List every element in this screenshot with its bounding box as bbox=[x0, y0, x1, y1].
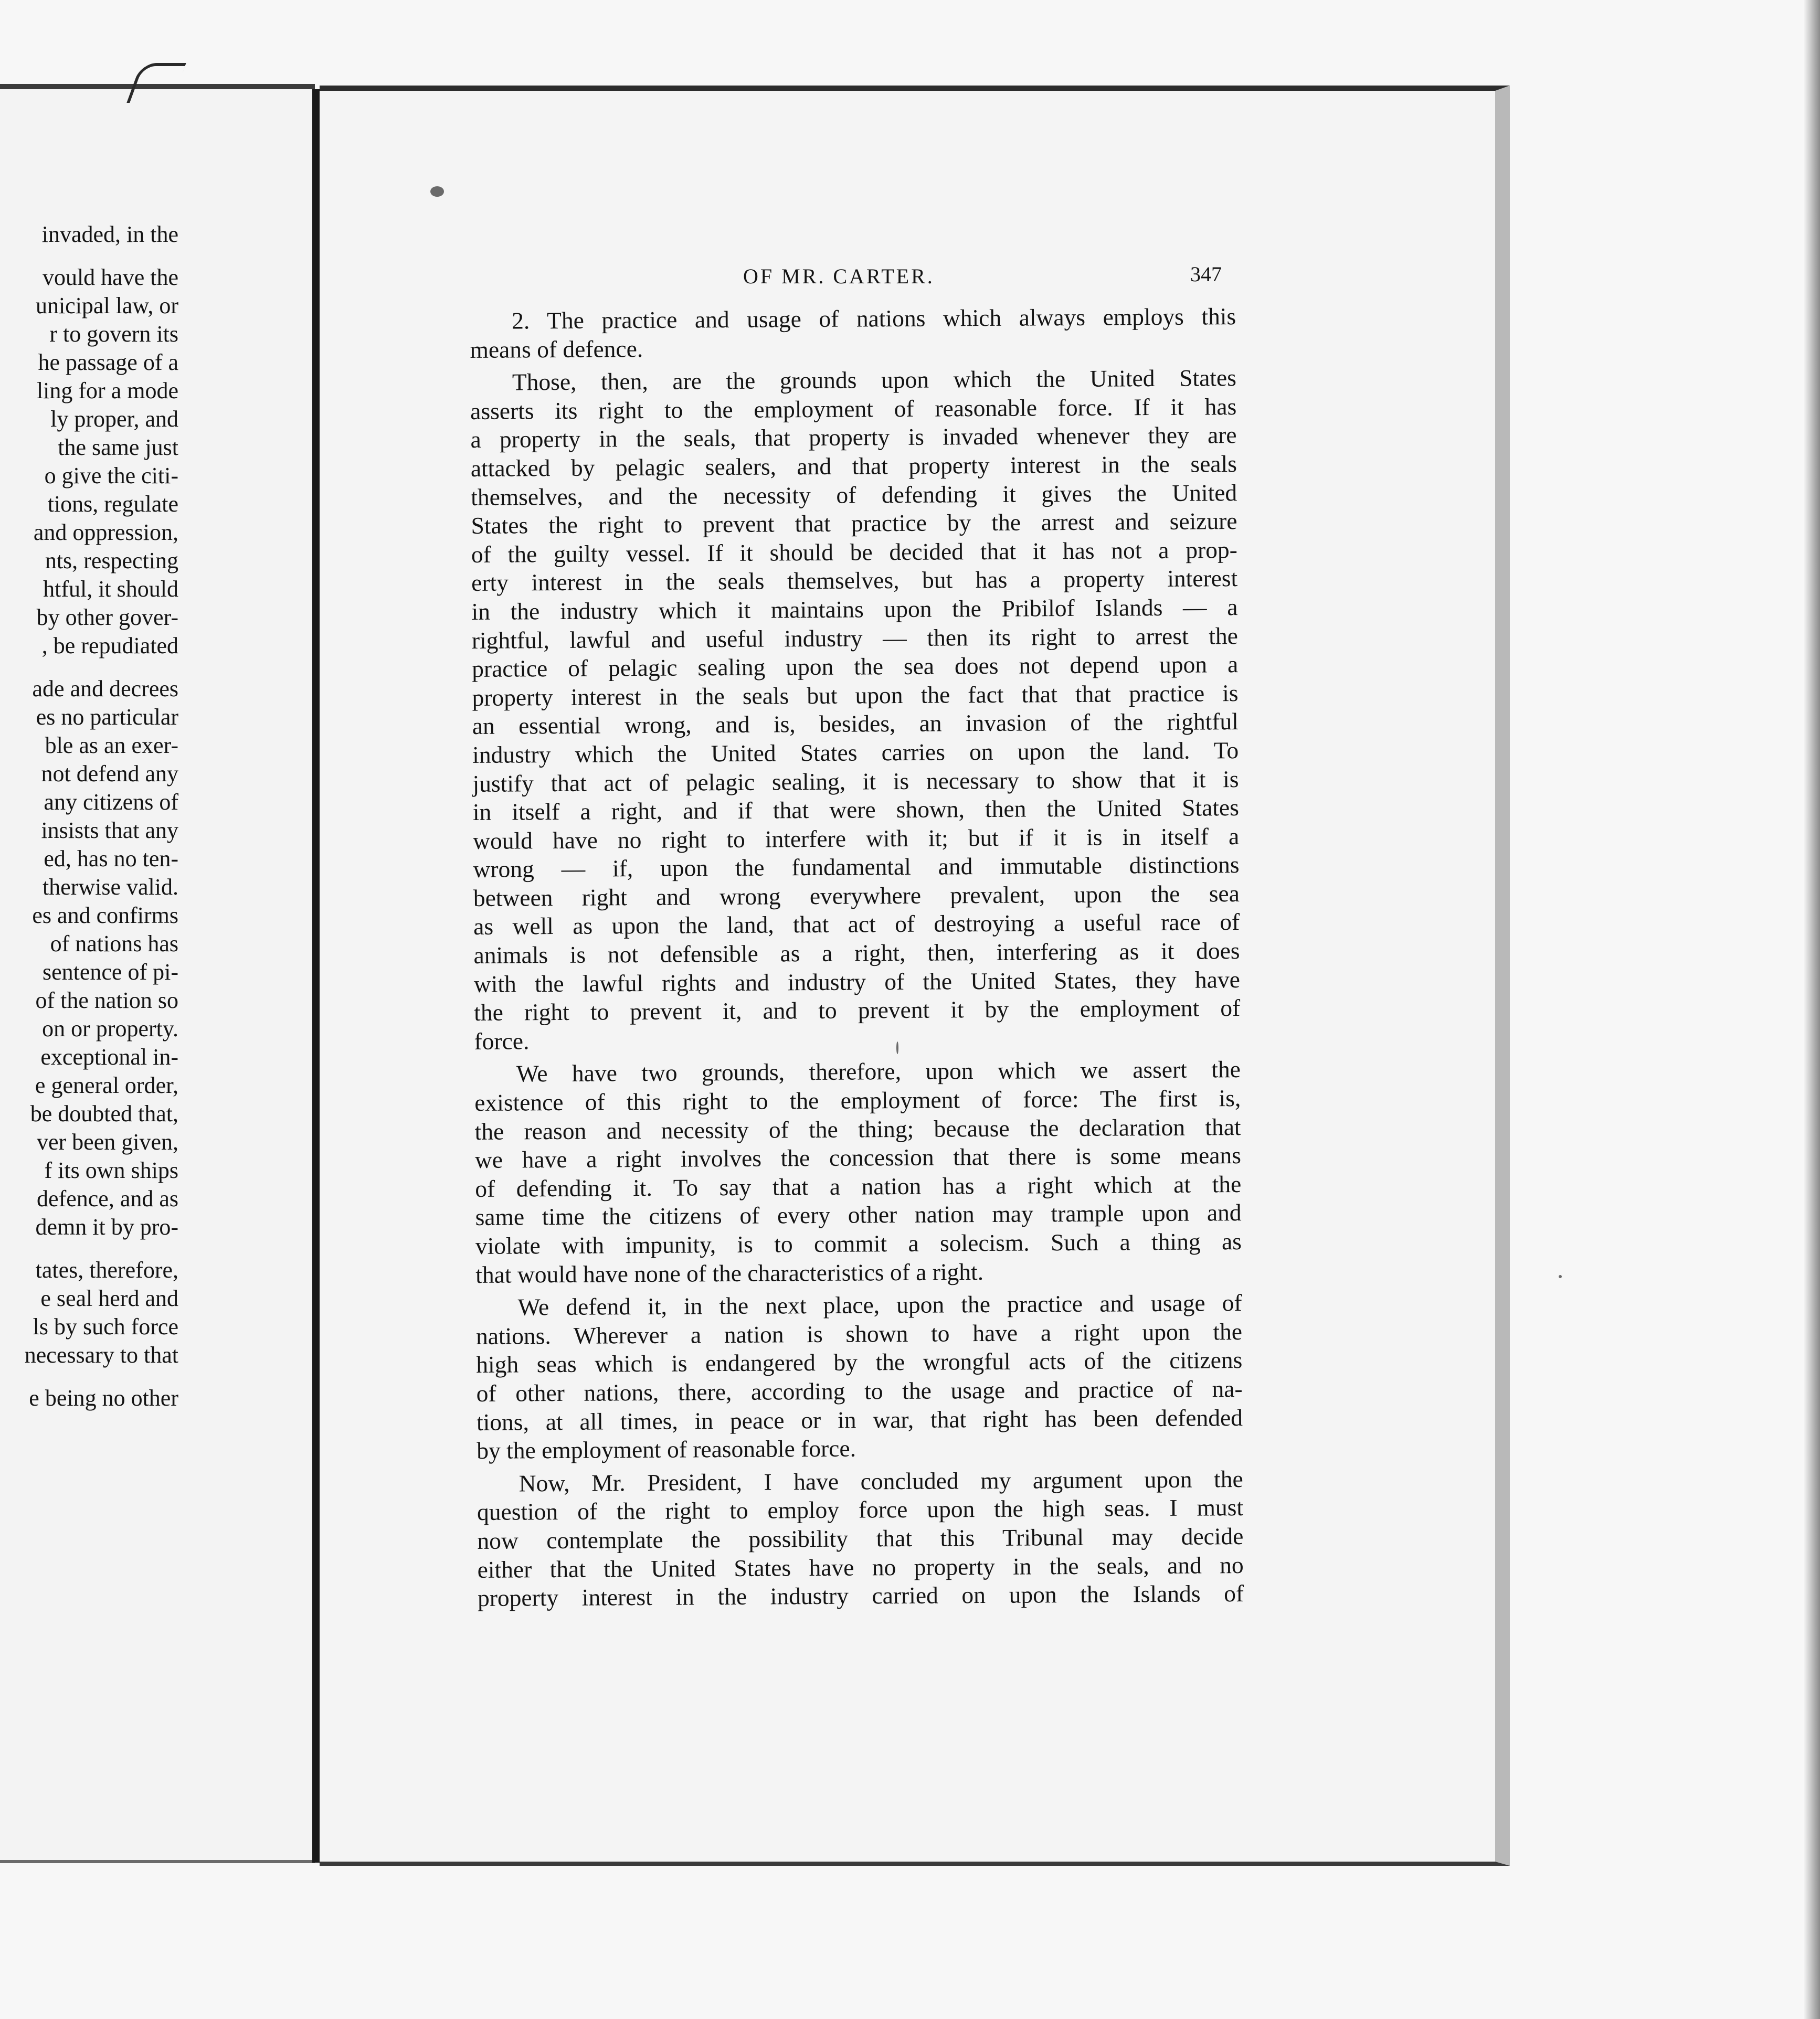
left-text-line: vould have the bbox=[42, 264, 178, 290]
body-text-line: with the lawful rights and industry of the United States, they have bbox=[473, 965, 1241, 997]
body-text-line: an essential wrong, and is, besides, an invasion of the rightful bbox=[472, 708, 1239, 740]
scanner-edge bbox=[1804, 0, 1820, 2019]
body-text-line: States the right to prevent that practice by the arrest and seizure bbox=[471, 507, 1237, 539]
paragraph-gap bbox=[0, 1241, 178, 1256]
body-text-line: 2. The practice and usage of nations which always employs this bbox=[512, 303, 1236, 334]
body-text-line: industry which the United States carries on upon the land. To bbox=[472, 736, 1239, 768]
dust-speck bbox=[1559, 1275, 1562, 1278]
body-text-line: wrong — if, upon the fundamental and immutable distinctions bbox=[473, 851, 1240, 883]
body-text-line: we have a right involves the concession that there is some means bbox=[474, 1142, 1242, 1174]
left-text-line: be doubted that, bbox=[30, 1101, 178, 1127]
paragraph-gap bbox=[0, 249, 178, 263]
body-text-line: rightful, lawful and useful industry — then its right to arrest the bbox=[471, 622, 1239, 654]
left-text-line: ver been given, bbox=[37, 1129, 178, 1155]
body-text-line: either that the United States have no property in the seals, and no bbox=[477, 1551, 1244, 1583]
left-text-line: e seal herd and bbox=[40, 1285, 178, 1311]
body-text-line: erty interest in the seals themselves, but has a property interest bbox=[471, 565, 1238, 597]
left-text-line: ade and decrees bbox=[32, 676, 178, 702]
left-text-line: ed, has no ten- bbox=[44, 846, 178, 872]
body-text-line: We have two grounds, therefore, upon which we assert the bbox=[516, 1056, 1241, 1087]
left-text-line: insists that any bbox=[41, 817, 178, 843]
left-text-line: e general order, bbox=[35, 1072, 178, 1098]
body-text-line: question of the right to employ force upon the high seas. I must bbox=[477, 1494, 1244, 1526]
body-text-line: that would have none of the characteristics of a right. bbox=[475, 1258, 984, 1288]
left-text-line: of the nation so bbox=[35, 987, 178, 1013]
body-text-line: a property in the seals, that property is invaded whenever they are bbox=[470, 421, 1237, 453]
body-text-line: Those, then, are the grounds upon which the United States bbox=[512, 364, 1237, 396]
left-text-line: of nations has bbox=[50, 931, 178, 957]
left-text-line: tions, regulate bbox=[47, 491, 178, 517]
left-text-line: the same just bbox=[58, 434, 178, 460]
body-text-line: in itself a right, and if that were shown, then the United States bbox=[472, 794, 1240, 826]
body-text-line: animals is not defensible as a right, then, interfering as it does bbox=[473, 937, 1240, 969]
left-text-line: ble as an exer- bbox=[45, 732, 178, 758]
body-text-line: means of defence. bbox=[470, 335, 643, 363]
book-gutter bbox=[312, 89, 320, 1863]
body-text-line: in the industry which it maintains upon the Pribilof Islands — a bbox=[471, 593, 1238, 625]
left-text-line: o give the citi- bbox=[44, 463, 178, 488]
body-text-line: We defend it, in the next place, upon the practice and usage of bbox=[517, 1289, 1242, 1321]
body-text-line: of other nations, there, according to the usage and practice of na- bbox=[476, 1375, 1243, 1407]
body-text-line: the reason and necessity of the thing; because the declaration that bbox=[474, 1113, 1241, 1145]
body-text-line: themselves, and the necessity of defending it gives the United bbox=[471, 479, 1237, 511]
body-text-line: property interest in the industry carried on upon the Islands of bbox=[477, 1580, 1244, 1612]
left-text-line: exceptional in- bbox=[40, 1044, 178, 1070]
body-text-line: existence of this right to the employment of force: The first is, bbox=[474, 1085, 1241, 1117]
body-text-line: now contemplate the possibility that this Tribunal may decide bbox=[477, 1522, 1244, 1554]
body-text-line: would have no right to interfere with it; but if it is in itself a bbox=[473, 822, 1240, 854]
left-page-text bbox=[0, 220, 178, 1412]
left-text-line: necessary to that bbox=[24, 1342, 178, 1368]
left-text-line: , be repudiated bbox=[41, 633, 178, 658]
left-text-line: on or property. bbox=[42, 1016, 178, 1042]
left-text-line: ls by such force bbox=[33, 1314, 178, 1340]
left-text-line: defence, and as bbox=[37, 1186, 178, 1212]
left-text-line: tates, therefore, bbox=[35, 1257, 178, 1283]
left-text-line: unicipal law, or bbox=[35, 293, 178, 318]
left-text-line: es and confirms bbox=[32, 902, 178, 928]
dust-speck bbox=[430, 186, 444, 197]
body-text-line: force. bbox=[474, 1027, 530, 1055]
left-text-line: any citizens of bbox=[44, 789, 178, 815]
body-text-line: tions, at all times, in peace or in war, that right has been defended bbox=[476, 1404, 1243, 1436]
body-text-line: by the employment of reasonable force. bbox=[477, 1434, 856, 1464]
left-text-line: he passage of a bbox=[38, 349, 178, 375]
body-text-line: attacked by pelagic sealers, and that property interest in the seals bbox=[470, 450, 1237, 482]
body-text-line: asserts its right to the employment of reasonable force. If it has bbox=[470, 392, 1237, 424]
running-head: OF MR. CARTER. bbox=[743, 264, 935, 288]
body-text-line: Now, Mr. President, I have concluded my argument upon the bbox=[519, 1465, 1243, 1497]
paragraph-gap bbox=[0, 1369, 178, 1384]
left-text-line: ling for a mode bbox=[36, 378, 178, 403]
body-text-line: property interest in the seals but upon the fact that that practice is bbox=[472, 679, 1239, 711]
left-text-line: not defend any bbox=[41, 761, 178, 787]
left-text-line: r to govern its bbox=[49, 321, 178, 347]
body-text-line: between right and wrong everywhere prevalent, upon the sea bbox=[473, 879, 1240, 911]
body-text-line: of defending it. To say that a nation has a right which at the bbox=[475, 1170, 1242, 1202]
left-text-line: demn it by pro- bbox=[35, 1214, 178, 1240]
left-text-line: ly proper, and bbox=[50, 406, 178, 432]
left-text-line: sentence of pi- bbox=[43, 959, 178, 985]
left-text-line: by other gover- bbox=[36, 604, 178, 630]
body-text-line: the right to prevent it, and to prevent it by the employment of bbox=[474, 994, 1241, 1026]
paragraph-gap bbox=[0, 660, 178, 675]
body-text-line: as well as upon the land, that act of destroying a useful race of bbox=[473, 908, 1240, 940]
left-text-line: es no particular bbox=[36, 704, 178, 730]
left-text-line: htful, it should bbox=[43, 576, 178, 602]
body-text-line: practice of pelagic sealing upon the sea does not depend upon a bbox=[472, 651, 1239, 683]
body-text-line: of the guilty vessel. If it should be decided that it has not a prop- bbox=[471, 536, 1238, 568]
left-text-line: and oppression, bbox=[33, 519, 178, 545]
left-text-line: e being no other bbox=[29, 1385, 178, 1411]
body-text-line: violate with impunity, is to commit a solecism. Such a thing as bbox=[475, 1228, 1242, 1259]
left-text-line: invaded, in the bbox=[41, 221, 178, 247]
body-text-line: justify that act of pelagic sealing, it is necessary to show that it is bbox=[472, 765, 1239, 797]
left-text-line: therwise valid. bbox=[42, 874, 178, 900]
body-text-line: high seas which is endangered by the wrongful acts of the citizens bbox=[476, 1346, 1243, 1378]
dust-speck bbox=[896, 1042, 898, 1054]
body-text-line: same time the citizens of every other nation may trample upon and bbox=[475, 1199, 1242, 1231]
page-body-text bbox=[470, 302, 1244, 1613]
left-text-line: f its own ships bbox=[44, 1157, 178, 1183]
body-text-line: nations. Wherever a nation is shown to have a right upon the bbox=[475, 1317, 1243, 1349]
left-text-line: nts, respecting bbox=[45, 548, 178, 573]
page-number: 347 bbox=[1190, 262, 1222, 286]
